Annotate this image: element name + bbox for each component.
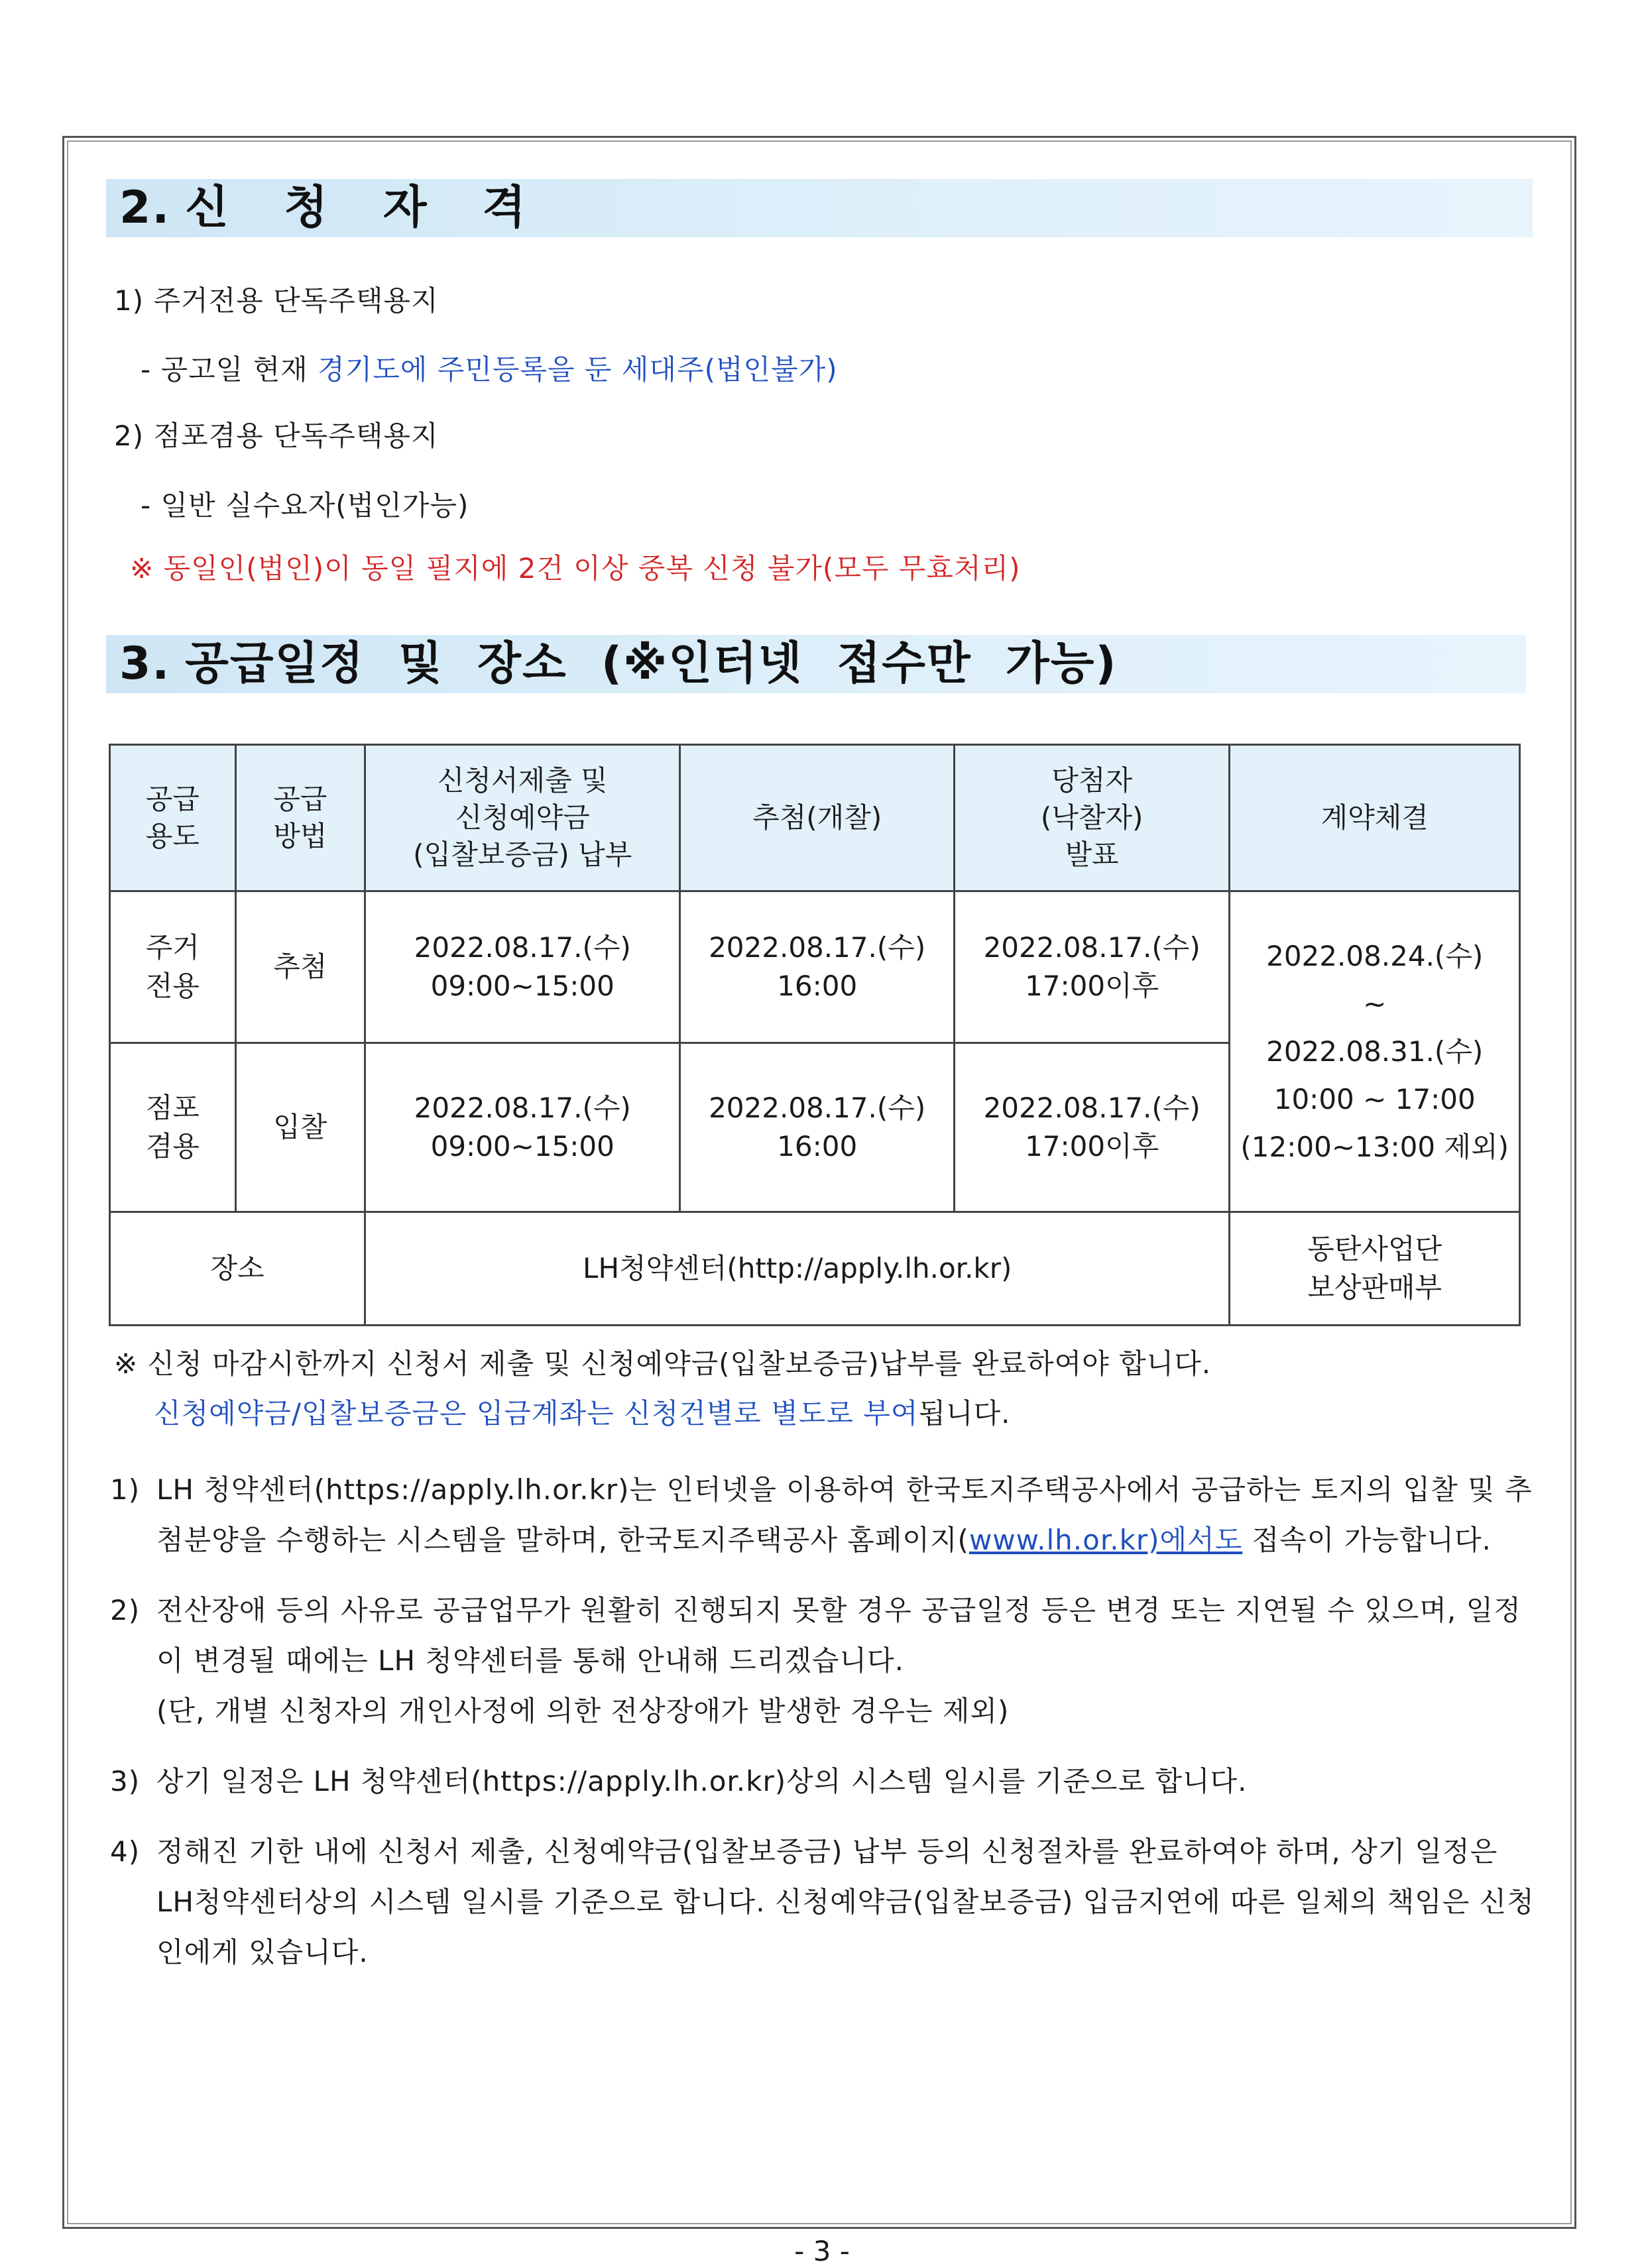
- section2-warning: ※ 동일인(법인)이 동일 필지에 2건 이상 중복 신청 불가(모두 무효처리): [130, 552, 1021, 585]
- row2-use: 점포 겸용: [110, 1043, 236, 1212]
- row2-method: 입찰: [235, 1043, 365, 1212]
- note4-text: 정해진 기한 내에 신청서 제출, 신청예약금(입찰보증금) 납부 등의 신청절차를 완료하여야 하며, 상기 일정은 LH청약센터상의 시스템 일시를 기준으로 합니다. 신청예약금(입찰보증금) 입금지연에 따른 일체의 책임은 신청인에게 있습니다.: [156, 1835, 1535, 1968]
- place-contract: 동탄사업단 보상판매부: [1230, 1212, 1520, 1326]
- section3-number: 3.: [119, 638, 171, 690]
- place-value: LH청약센터(http://apply.lh.or.kr): [365, 1212, 1230, 1326]
- section3-header: [106, 635, 1526, 693]
- table-row: [110, 891, 1520, 1043]
- item1-sub-prefix: - 공고일 현재: [141, 353, 318, 386]
- note1-text-end: 접속이 가능합니다.: [1242, 1524, 1492, 1556]
- section2-header: [106, 179, 1533, 237]
- note-item-2: [110, 1585, 1535, 1736]
- section2-item2: 2) 점포겸용 단독주택용지: [114, 420, 439, 452]
- row2-winner: 2022.08.17.(수) 17:00이후: [954, 1043, 1229, 1212]
- note-number: 4): [110, 1835, 141, 1868]
- table-row: [110, 1212, 1520, 1326]
- section2-title-text: 신 청 자 격: [185, 182, 546, 234]
- row1-submit: 2022.08.17.(수) 09:00~15:00: [365, 891, 680, 1043]
- place-label: 장소: [110, 1212, 365, 1326]
- header-draw: 추첨(개찰): [680, 745, 955, 891]
- header-winner: 당첨자 (낙찰자) 발표: [954, 745, 1229, 891]
- note-star-highlight: 신청예약금/입찰보증금은 입금계좌는 신청건별로 별도로 부여: [154, 1397, 919, 1430]
- note1-text: LH 청약센터(https://apply.lh.or.kr)는 인터넷을 이용하여 한국토지주택공사에서 공급하는 토지의 입찰 및 추첨분양을 수행하는 시스템을 말하며, 한국토지주택공사 홈페이지(: [156, 1473, 1533, 1556]
- section2-number: 2.: [119, 182, 171, 234]
- section2-item1-sub: [141, 351, 838, 388]
- note-number: 1): [110, 1473, 141, 1506]
- note2-subtext: (단, 개별 신청자의 개인사정에 의한 전상장애가 발생한 경우는 제외): [156, 1695, 1010, 1727]
- row1-draw: 2022.08.17.(수) 16:00: [680, 891, 955, 1043]
- row2-submit: 2022.08.17.(수) 09:00~15:00: [365, 1043, 680, 1212]
- row1-use: 주거 전용: [110, 891, 236, 1043]
- header-contract: 계약체결: [1230, 745, 1520, 891]
- row2-draw: 2022.08.17.(수) 16:00: [680, 1043, 955, 1212]
- table-header-row: [110, 745, 1520, 891]
- notes-list: [110, 1465, 1535, 1998]
- item1-sub-highlight: 경기도에 주민등록을 둔 세대주(법인불가): [318, 353, 838, 386]
- section2-item2-sub: - 일반 실수요자(법인가능): [141, 489, 469, 522]
- note2-text: 전산장애 등의 사유로 공급업무가 원활히 진행되지 못할 경우 공급일정 등은 변경 또는 지연될 수 있으며, 일정이 변경될 때에는 LH 청약센터를 통해 안내해 드리겠습니다.: [156, 1594, 1521, 1677]
- header-method: 공급 방법: [235, 745, 365, 891]
- note-star-rest: 됩니다.: [918, 1397, 1011, 1430]
- note-item-1: [110, 1465, 1535, 1565]
- contract-period: 2022.08.24.(수) ~ 2022.08.31.(수) 10:00 ~ 17:00 (12:00~13:00 제외): [1230, 891, 1520, 1212]
- header-use: 공급 용도: [110, 745, 236, 891]
- page-number: - 3 -: [794, 2235, 850, 2267]
- section2-item1: 1) 주거전용 단독주택용지: [114, 284, 439, 317]
- section3-title-text: 공급일정 및 장소 (※인터넷 접수만 가능): [185, 638, 1118, 690]
- note-star-line2: [154, 1395, 1011, 1432]
- note-item-4: [110, 1827, 1535, 1978]
- header-submit: 신청서제출 및 신청예약금 (입찰보증금) 납부: [365, 745, 680, 891]
- note-star-line1: ※ 신청 마감시한까지 신청서 제출 및 신청예약금(입찰보증금)납부를 완료하여야 합니다.: [114, 1347, 1212, 1380]
- note-number: 3): [110, 1765, 141, 1797]
- schedule-table: [109, 744, 1521, 1326]
- section2-title: [119, 179, 546, 237]
- note-number: 2): [110, 1594, 141, 1626]
- row1-winner: 2022.08.17.(수) 17:00이후: [954, 891, 1229, 1043]
- note-item-3: [110, 1756, 1535, 1807]
- section3-title: [119, 635, 1117, 693]
- row1-method: 추첨: [235, 891, 365, 1043]
- note3-text: 상기 일정은 LH 청약센터(https://apply.lh.or.kr)상의 시스템 일시를 기준으로 합니다.: [156, 1765, 1248, 1797]
- lh-homepage-link[interactable]: www.lh.or.kr)에서도: [969, 1524, 1243, 1556]
